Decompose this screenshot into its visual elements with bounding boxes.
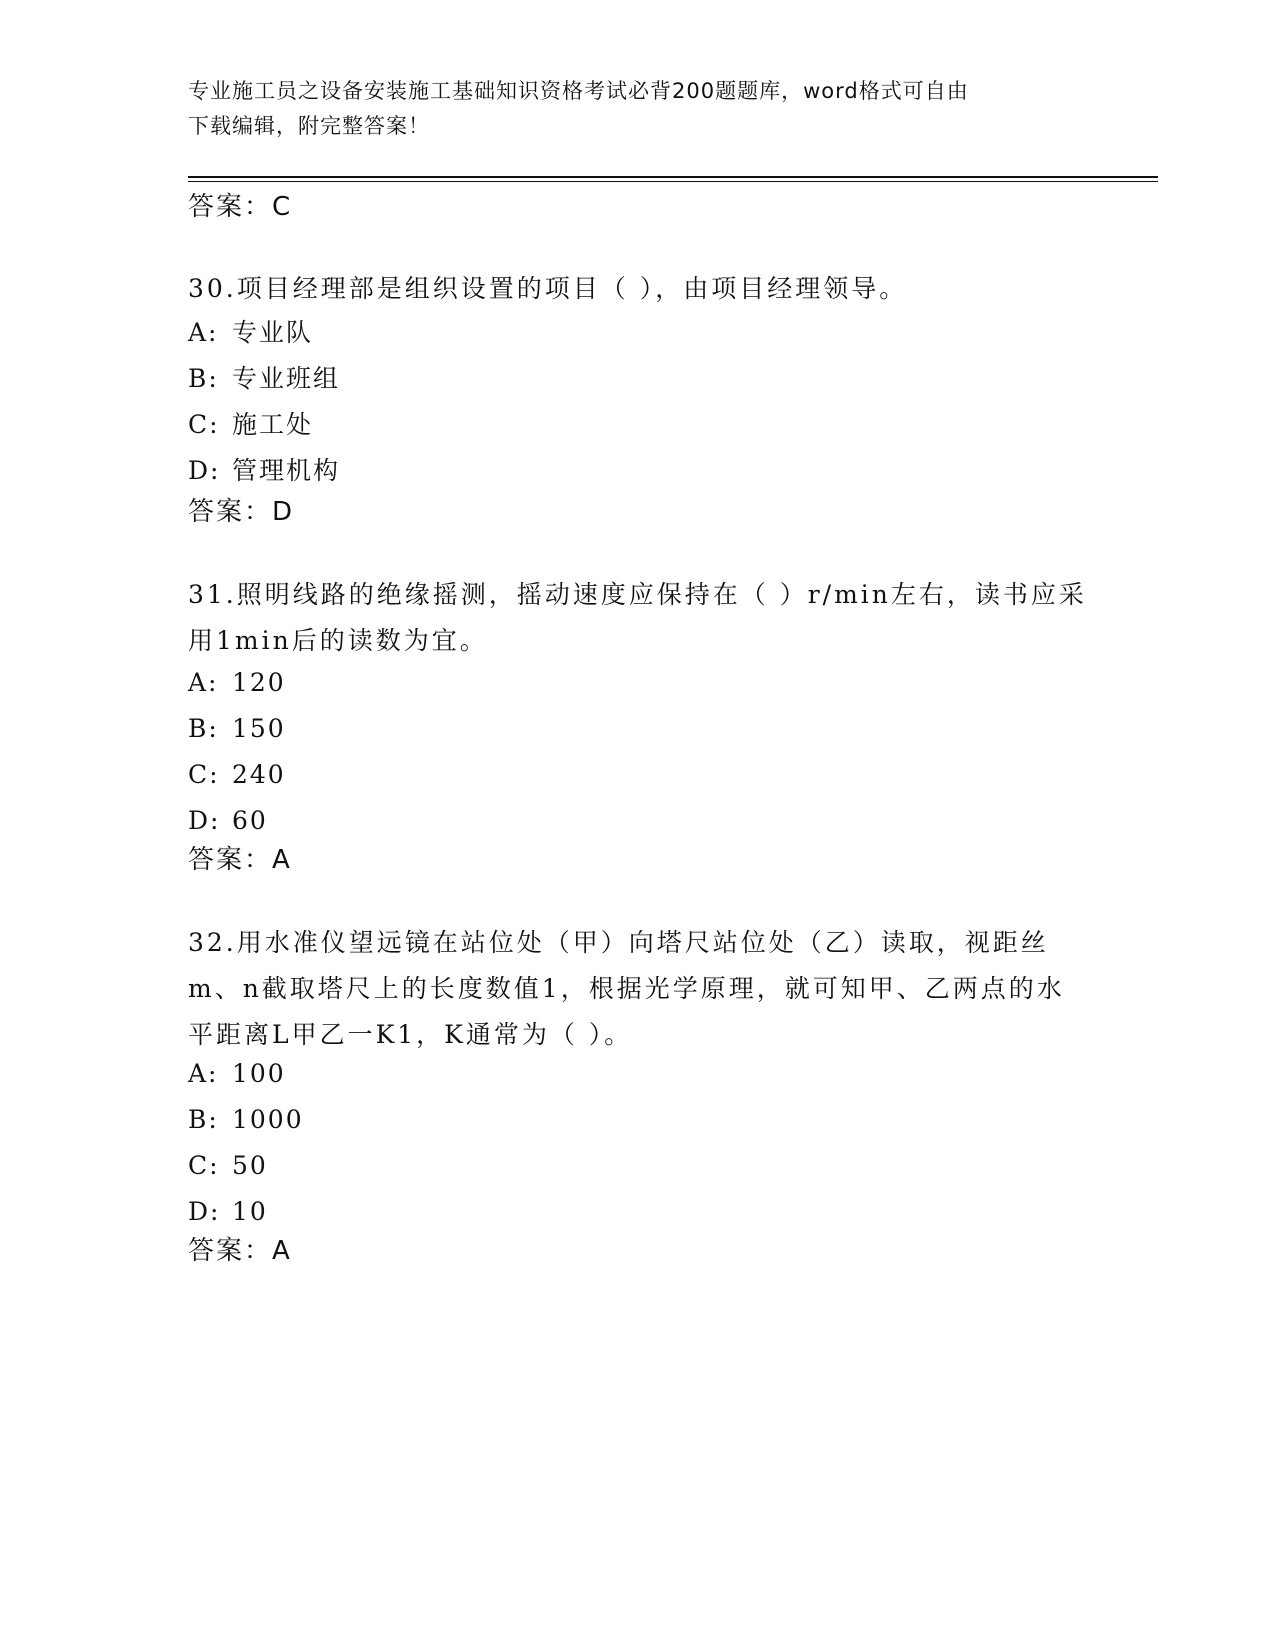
option-c: C: 240	[188, 760, 286, 789]
option-c: C: 施工处	[188, 410, 314, 439]
option-a: A: 100	[188, 1059, 286, 1088]
header-title-line-1: 专业施工员之设备安装施工基础知识资格考试必背200题题库，word格式可自由	[188, 79, 969, 103]
answer-value: A	[272, 1236, 290, 1266]
option-b: B: 专业班组	[188, 364, 341, 393]
option-d: D: 60	[188, 806, 268, 835]
header-divider-thick	[188, 176, 1158, 178]
option-d: D: 管理机构	[188, 456, 341, 485]
answer-value: D	[272, 497, 293, 527]
answer-label: 答案：	[188, 192, 273, 222]
option-b: B: 1000	[188, 1105, 304, 1134]
header-divider-thin	[188, 181, 1158, 182]
answer-label: 答案：	[188, 497, 273, 527]
answer-label: 答案：	[188, 1236, 273, 1266]
question-30-options	[188, 310, 340, 494]
option-d: D: 10	[188, 1197, 268, 1226]
question-31-options	[188, 660, 286, 844]
answer-value: C	[272, 192, 291, 222]
answer-30	[188, 495, 292, 529]
question-32-options	[188, 1051, 304, 1235]
header-title-line-2: 下载编辑，附完整答案！	[188, 114, 430, 138]
document-header	[188, 74, 1068, 144]
option-b: B: 150	[188, 714, 286, 743]
answer-value: A	[272, 845, 290, 875]
question-32-text: 32.用水准仪望远镜在站位处（甲）向塔尺站位处（乙）读取，视距丝m、n截取塔尺上的长度数值1，根据光学原理，就可知甲、乙两点的水平距离L甲乙一K1，K通常为（ ）。	[188, 928, 1065, 1049]
option-a: A: 专业队	[188, 318, 314, 347]
question-31-text: 31.照明线路的绝缘摇测，摇动速度应保持在（ ）r/min左右，读书应采用1min后的读数为宜。	[188, 580, 1087, 655]
answer-32	[188, 1234, 290, 1268]
option-c: C: 50	[188, 1151, 268, 1180]
option-a: A: 120	[188, 668, 286, 697]
answer-label: 答案：	[188, 845, 273, 875]
question-30-text: 30.项目经理部是组织设置的项目（ ），由项目经理领导。	[188, 274, 908, 303]
answer-previous	[188, 190, 290, 224]
answer-31	[188, 843, 290, 877]
